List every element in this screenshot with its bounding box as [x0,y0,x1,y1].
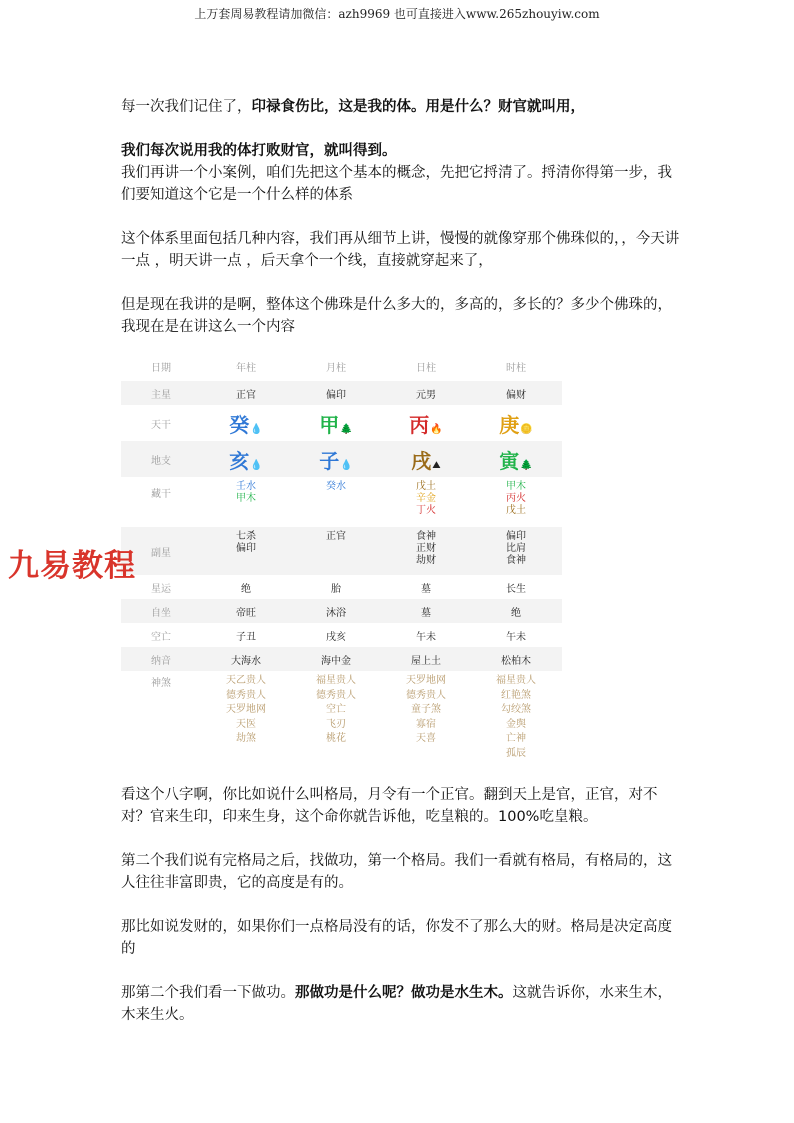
row-fuxing [121,527,562,575]
dizhi-char: 亥 [229,448,250,473]
canggan-item: 癸水 [326,481,346,492]
pillar-name: 年柱 [236,362,256,374]
canggan-cell [291,481,381,493]
dizhi-cell [201,445,291,474]
canggan-item: 戊土 [506,505,526,516]
xingyun-cell: 长生 [506,583,526,595]
wood-icon: 🌲 [520,459,533,471]
fuxing-item: 偏印 [506,531,526,542]
shensha-item: 飞刃 [326,718,346,730]
shensha-item: 德秀贵人 [316,689,356,701]
xingyun-cell: 墓 [421,583,431,595]
fuxing-item: 食神 [506,555,526,566]
xingyun-cell: 胎 [331,583,341,595]
earth-icon: ⛰ [432,459,441,471]
shensha-item: 德秀贵人 [226,689,266,701]
dizhi-cell [471,445,561,474]
xingyun-cell: 绝 [241,583,251,595]
label-dizhi: 地支 [151,455,171,467]
label-fuxing: 副星 [151,547,171,559]
shensha-cell [381,674,471,747]
tiangan-cell [201,409,291,438]
row-shensha [121,671,562,761]
canggan-item: 辛金 [416,493,436,504]
shensha-item: 福星贵人 [316,675,356,686]
shensha-item: 寡宿 [416,718,436,730]
article-body [121,96,681,338]
fuxing-item: 劫财 [416,555,436,566]
pillar-name: 月柱 [326,362,346,374]
water-icon: 💧 [250,459,263,471]
paragraph-2: 我们每次说用我的体打败财官，就叫得到。 [121,143,397,159]
paragraph-8: 那比如说发财的，如果你们一点格局没有的话，你发不了那么大的财。格局是决定高度的 [121,919,672,957]
tiangan-cell [471,409,561,438]
dizhi-char: 寅 [499,448,520,473]
nayin-cell: 松柏木 [501,655,531,667]
wood-icon: 🌲 [340,423,353,435]
shensha-cell [471,674,561,761]
shensha-item: 亡神 [506,733,526,744]
canggan-item: 壬水 [236,481,256,492]
canggan-item: 丁火 [416,505,436,516]
kongwang-cell: 戌亥 [326,631,346,643]
paragraph-1: 每一次我们记住了，印禄食伤比，这是我的体。用是什么？财官就叫用， [121,99,585,115]
tiangan-char: 癸 [229,412,250,437]
metal-icon: 🪙 [520,423,533,435]
paragraph-7: 第二个我们说有完格局之后，找做功，第一个格局。我们一看就有格局，有格局的，这人往往非富即贵，它的高度是有的。 [121,853,672,891]
row-kongwang [121,623,562,647]
fuxing-item: 七杀 [236,531,256,542]
shensha-item: 勾绞煞 [501,704,531,715]
canggan-cell [381,481,471,517]
label-canggan: 藏干 [151,489,171,500]
fuxing-item: 比肩 [506,543,526,554]
shensha-item: 金舆 [506,718,526,730]
zizuo-cell: 帝旺 [236,607,256,619]
zizuo-cell: 绝 [511,607,521,619]
shensha-item: 天罗地网 [226,704,266,715]
fire-icon: 🔥 [430,423,443,435]
kongwang-cell: 午未 [416,631,436,643]
paragraph-6: 看这个八字啊，你比如说什么叫格局，月令有一个正官。翻到天上是官，正官，对不对？官来生印，印来生身，这个命你就告诉他，吃皇粮的。100%吃皇粮。 [121,787,658,825]
paragraph-4: 这个体系里面包括几种内容，我们再从细节上讲，慢慢的就像穿那个佛珠似的，，今天讲一点 ，明天讲一点 ，后天拿个一个线，直接就穿起来了， [121,231,680,269]
canggan-cell [471,481,561,517]
row-xingyun [121,575,562,599]
canggan-cell [201,481,291,505]
zhuxing-cell: 元男 [416,389,436,401]
water-icon: 💧 [250,423,263,435]
canggan-item: 甲木 [236,493,256,504]
fuxing-cell [471,527,561,567]
water-icon: 💧 [340,459,353,471]
kongwang-cell: 子丑 [236,631,256,643]
shensha-cell [201,674,291,747]
dizhi-cell [291,445,381,474]
row-canggan [121,477,562,527]
nayin-cell: 海中金 [321,655,351,667]
shensha-item: 桃花 [326,733,346,744]
canggan-item: 甲木 [506,481,526,492]
row-nayin [121,647,562,671]
shensha-item: 孤辰 [506,747,526,759]
shensha-item: 福星贵人 [496,675,536,686]
zhuxing-cell: 正官 [236,389,256,401]
shensha-item: 德秀贵人 [406,689,446,701]
kongwang-cell: 午未 [506,631,526,643]
tiangan-char: 甲 [319,412,340,437]
label-nayin: 纳音 [151,655,171,667]
label-zhuxing: 主星 [151,389,171,401]
paragraph-5: 但是现在我讲的是啊，整体这个佛珠是什么多大的，多高的，多长的？多少个佛珠的，我现在是在讲这么一个内容 [121,297,672,335]
fuxing-item: 偏印 [236,543,256,554]
dizhi-cell [381,445,471,474]
shensha-cell [291,674,381,747]
label-shensha: 神煞 [151,678,171,689]
shensha-item: 劫煞 [236,733,256,744]
label-zizuo: 自坐 [151,607,171,619]
dizhi-char: 子 [319,448,340,473]
watermark-logo-text: 九易教程 [8,548,136,584]
row-tiangan [121,405,562,441]
fuxing-item: 正财 [416,543,436,554]
fuxing-cell [291,527,381,543]
dizhi-char: 戌 [411,448,432,473]
shensha-item: 天医 [236,718,256,730]
tiangan-cell [291,409,381,438]
shensha-item: 天罗地网 [406,675,446,686]
shensha-item: 天喜 [416,733,436,744]
shensha-item: 天乙贵人 [226,675,266,686]
canggan-item: 丙火 [506,493,526,504]
zhuxing-cell: 偏印 [326,389,346,401]
zizuo-cell: 沐浴 [326,607,346,619]
page-header: 上万套周易教程请加微信：azh9969 也可直接进入www.265zhouyiw.com [194,7,600,21]
shensha-item: 空亡 [326,704,346,715]
label-xingyun: 星运 [151,583,171,595]
fuxing-cell [381,527,471,567]
label-kongwang: 空亡 [151,631,171,643]
paragraph-3: 我们再讲一个小案例，咱们先把这个基本的概念，先把它捋清了。捋清你得第一步，我们要知道这个它是一个什么样的体系 [121,165,672,203]
bazi-chart-table [121,351,562,761]
nayin-cell: 屋上土 [411,655,441,667]
row-zizuo [121,599,562,623]
fuxing-item: 食神 [416,531,436,542]
zizuo-cell: 墓 [421,607,431,619]
fuxing-cell [201,527,291,555]
canggan-item: 戊土 [416,481,436,492]
label-riqi: 日期 [151,362,171,374]
pillar-name: 时柱 [506,362,526,374]
tiangan-char: 丙 [409,412,430,437]
tiangan-cell [381,409,471,438]
shensha-item: 童子煞 [411,704,441,715]
zhuxing-cell: 偏财 [506,389,526,401]
nayin-cell: 大海水 [231,655,261,667]
label-tiangan: 天干 [151,419,171,431]
row-riqi [121,351,562,381]
row-zhuxing [121,381,562,405]
tiangan-char: 庚 [499,412,520,437]
article-body-lower [121,784,681,1026]
pillar-name: 日柱 [416,362,436,374]
fuxing-item: 正官 [326,531,346,542]
shensha-item: 红艳煞 [501,689,531,701]
paragraph-9: 那第二个我们看一下做功。那做功是什么呢？做功是水生木。这就告诉你，水来生木，木来生火。 [121,985,672,1023]
row-dizhi [121,441,562,477]
